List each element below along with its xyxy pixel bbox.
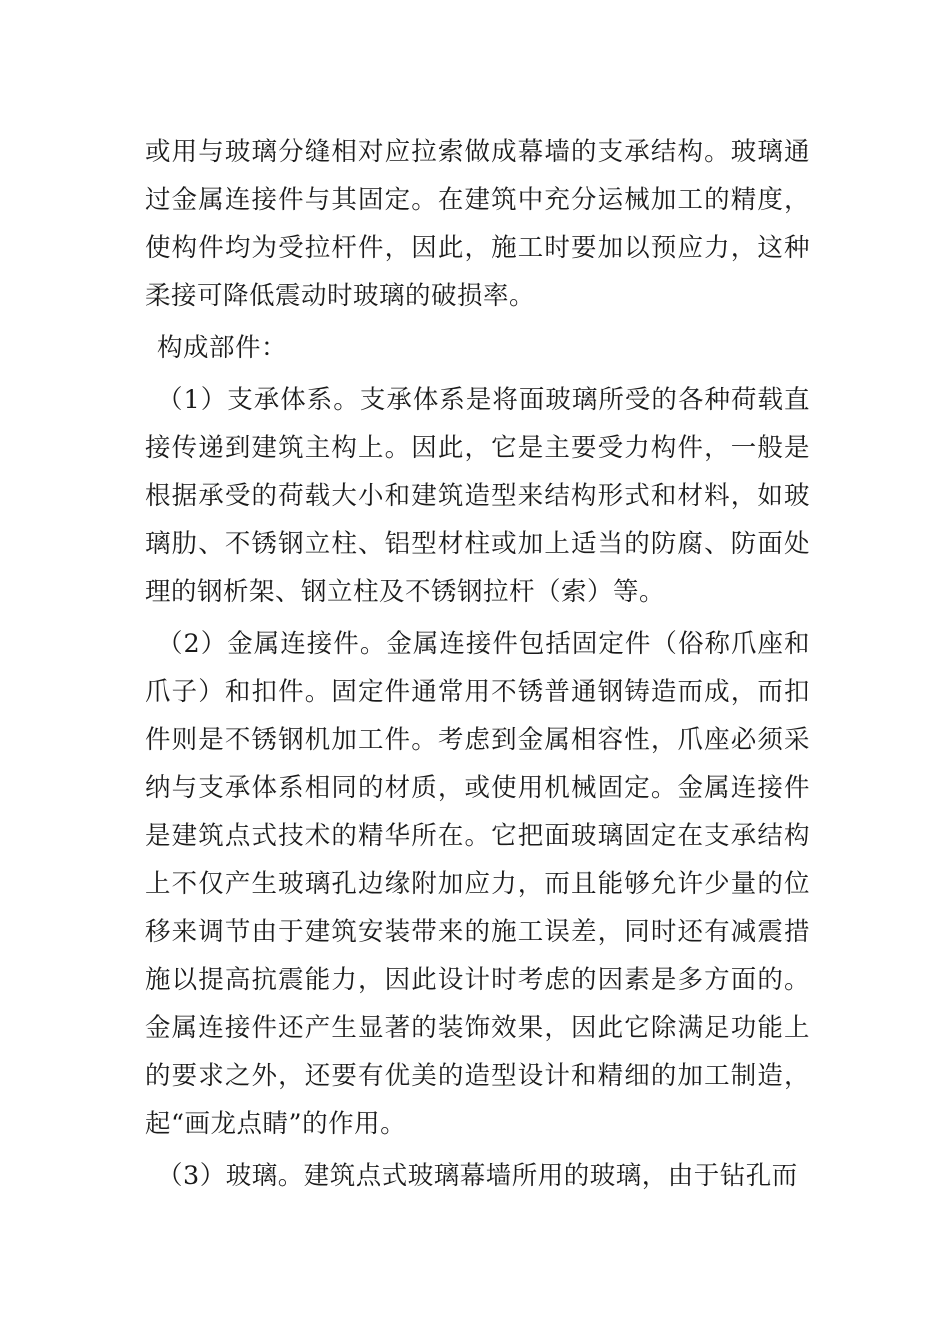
paragraph-support-system: （1）支承体系。支承体系是将面玻璃所受的各种荷载直接传递到建筑主构上。因此，它是主要受力构件，一般是根据承受的荷载大小和建筑造型来结构形式和材料，如玻璃肋、不锈钢立柱、铝型材柱或加上适当的防腐、防面处理的钢析架、钢立柱及不锈钢拉杆（索）等。 [145,385,810,607]
section-heading-components: 构成部件： [157,333,288,363]
document-body [145,128,810,1204]
paragraph-metal-connectors: （2）金属连接件。金属连接件包括固定件（俗称爪座和爪子）和扣件。固定件通常用不锈普通钢铸造而成，而扣件则是不锈钢机加工件。考虑到金属相容性，爪座必须采纳与支承体系相同的材质，或使用机械固定。金属连接件是建筑点式技术的精华所在。它把面玻璃固定在支承结构上不仅产生玻璃孔边缘附加应力，而且能够允许少量的位移来调节由于建筑安装带来的施工误差，同时还有减震措施以提高抗震能力，因此设计时考虑的因素是多方面的。金属连接件还产生显著的装饰效果，因此它除满足功能上的要求之外，还要有优美的造型设计和精细的加工制造，起“画龙点睛”的作用。 [145,629,810,1139]
paragraph-intro: 或用与玻璃分缝相对应拉索做成幕墙的支承结构。玻璃通过金属连接件与其固定。在建筑中充分运械加工的精度，使构件均为受拉杆件，因此，施工时要加以预应力，这种柔接可降低震动时玻璃的破损率。 [145,137,810,311]
paragraph-glass: （3）玻璃。建筑点式玻璃幕墙所用的玻璃，由于钻孔而 [157,1161,798,1191]
